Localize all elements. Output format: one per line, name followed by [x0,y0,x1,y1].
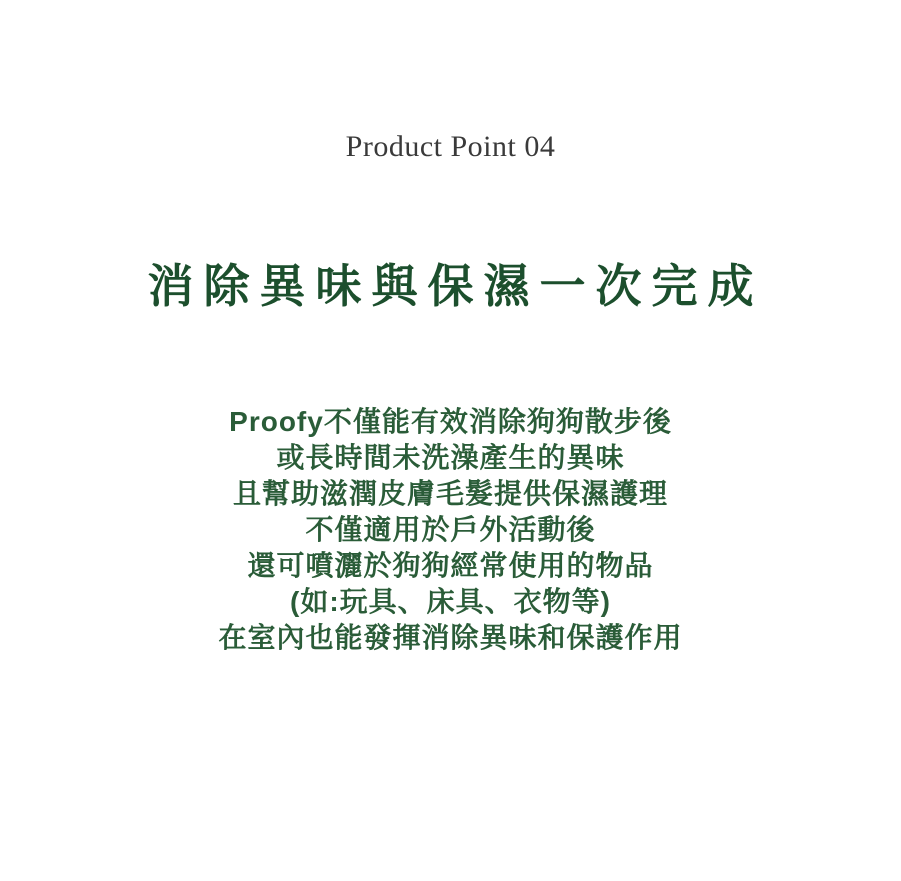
body-paragraph [0,404,901,656]
body-line: 還可噴灑於狗狗經常使用的物品 [247,550,654,581]
body-line: 且幫助滋潤皮膚毛髮提供保濕護理 [232,478,668,509]
eyebrow-label: Product Point 04 [345,130,556,163]
body-line: 不僅適用於戶外活動後 [305,514,596,545]
body-line: Proofy不僅能有效消除狗狗散步後 [229,406,672,437]
body-line: 或長時間未洗澡產生的異味 [276,442,625,473]
body-line: (如:玩具、床具、衣物等) [290,586,611,617]
page-title: 消除異味與保濕一次完成 [147,260,764,312]
body-line: 在室內也能發揮消除異味和保護作用 [218,622,683,653]
